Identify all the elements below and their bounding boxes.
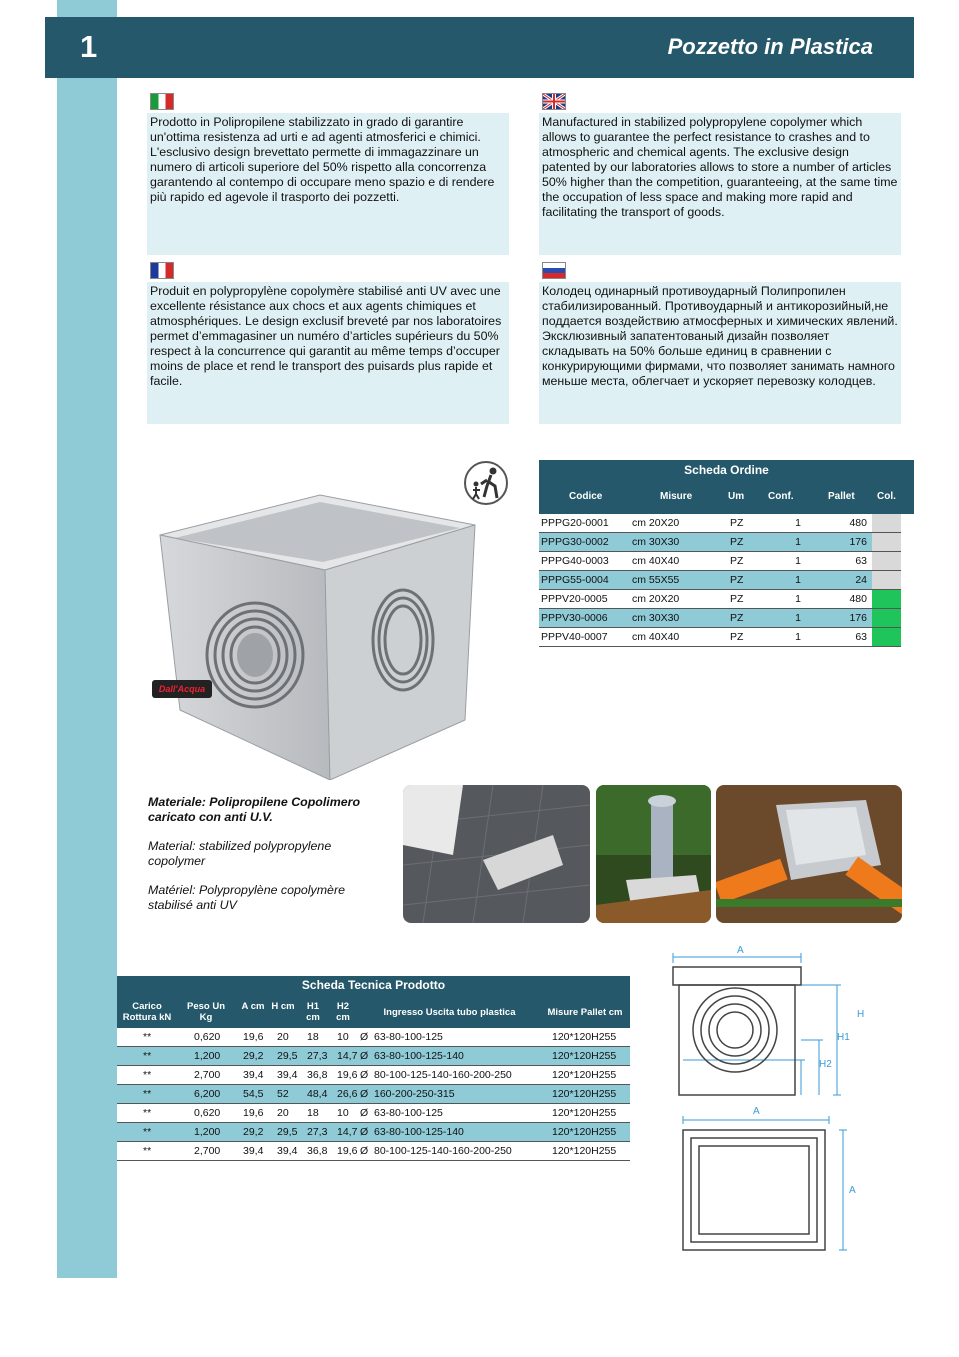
description-french: Produit en polypropylène copolymère stabilisé anti UV avec une excellente résistance aux chocs et aux agents chimiques et atmosphériques. Le design exclusif breveté par nos laboratoires permet d’emmagasiner un numéro d’articles supérieurs du 50% respect à la concurrence qui garantit au même temps d’occuper moins de place et rend le transport des puisards plus rapide et facile. [147, 282, 509, 424]
tech-cell-h1: 48,4 [307, 1088, 328, 1100]
tech-cell-h: 29,5 [277, 1126, 298, 1138]
tech-cell-h1: 36,8 [307, 1069, 328, 1081]
order-cell-conf: 1 [795, 517, 801, 529]
order-cell-um: PZ [730, 593, 744, 605]
materials-text [148, 795, 388, 927]
order-col-pallet: Pallet [828, 491, 855, 502]
tech-cell-weight: 1,200 [194, 1126, 221, 1138]
tech-cell-h2: 10 [337, 1031, 349, 1043]
tech-cell-pallet: 120*120H255 [552, 1126, 617, 1138]
technical-drawing [665, 945, 875, 1265]
order-cell-code: PPPG20-0001 [541, 517, 609, 529]
order-table-header [539, 460, 914, 514]
order-cell-size: cm 40X40 [632, 631, 680, 643]
tech-col-load: Carico Rottura kN [122, 1001, 172, 1023]
tech-cell-load: ** [143, 1069, 152, 1081]
tech-cell-h: 20 [277, 1107, 289, 1119]
order-row [539, 571, 901, 590]
order-col-conf: Conf. [768, 491, 794, 502]
order-cell-code: PPPG55-0004 [541, 574, 609, 586]
order-cell-color-swatch [872, 590, 901, 608]
order-cell-pallet: 24 [855, 574, 867, 586]
tech-row [117, 1047, 630, 1066]
tech-col-h: H cm [271, 1001, 295, 1012]
order-cell-color-swatch [872, 533, 901, 551]
brand-logo: Dall'Acqua [152, 680, 212, 698]
tech-cell-pallet: 120*120H255 [552, 1107, 617, 1119]
order-row [539, 533, 901, 552]
order-col-size: Misure [660, 491, 693, 502]
tech-row [117, 1085, 630, 1104]
order-cell-um: PZ [730, 555, 744, 567]
sidebar-strip [57, 0, 117, 1278]
tech-cell-h2: 26,6 [337, 1088, 358, 1100]
tech-cell-a: 19,6 [243, 1107, 264, 1119]
order-row [539, 590, 901, 609]
tech-cell-h1: 18 [307, 1107, 319, 1119]
tech-cell-h: 39,4 [277, 1145, 298, 1157]
order-row [539, 609, 901, 628]
tech-cell-a: 19,6 [243, 1031, 264, 1043]
tech-cell-h2: 19,6 [337, 1069, 358, 1081]
uk-flag-icon [542, 93, 566, 110]
order-cell-color-swatch [872, 571, 901, 589]
russian-flag-icon [542, 262, 566, 279]
diameter-icon: Ø [360, 1069, 369, 1081]
order-col-color: Col. [877, 491, 896, 502]
tech-cell-weight: 0,620 [194, 1107, 221, 1119]
order-cell-um: PZ [730, 631, 744, 643]
tech-table [117, 976, 630, 1161]
tech-cell-a: 39,4 [243, 1145, 264, 1157]
diameter-icon: Ø [360, 1088, 369, 1100]
tech-row [117, 1028, 630, 1047]
order-cell-code: PPPV20-0005 [541, 593, 608, 605]
tech-cell-weight: 2,700 [194, 1145, 221, 1157]
tech-cell-h1: 18 [307, 1031, 319, 1043]
order-cell-pallet: 176 [849, 612, 867, 624]
tech-cell-pipes: 80-100-125-140-160-200-250 [374, 1145, 512, 1157]
tech-col-pallet: Misure Pallet cm [547, 1007, 623, 1018]
tech-col-h1: H1 cm [306, 1001, 320, 1023]
tech-cell-pallet: 120*120H255 [552, 1069, 617, 1081]
tech-cell-h: 20 [277, 1031, 289, 1043]
order-cell-pallet: 63 [855, 555, 867, 567]
tech-col-a: A cm [241, 1001, 265, 1012]
photo-floor-tiles [403, 785, 590, 923]
tech-row [117, 1104, 630, 1123]
tech-cell-h: 52 [277, 1088, 289, 1100]
drawing-label-h: H [857, 1009, 865, 1020]
tech-table-header [117, 976, 630, 1028]
order-cell-um: PZ [730, 612, 744, 624]
order-cell-conf: 1 [795, 555, 801, 567]
order-cell-size: cm 40X40 [632, 555, 680, 567]
page-number: 1 [80, 29, 98, 64]
order-cell-conf: 1 [795, 593, 801, 605]
tech-cell-h2: 19,6 [337, 1145, 358, 1157]
tech-cell-h2: 14,7 [337, 1126, 358, 1138]
diameter-icon: Ø [360, 1126, 369, 1138]
tech-cell-load: ** [143, 1031, 152, 1043]
order-cell-code: PPPG40-0003 [541, 555, 609, 567]
order-table [539, 460, 914, 647]
tech-cell-h2: 10 [337, 1107, 349, 1119]
tech-cell-pipes: 63-80-100-125 [374, 1031, 443, 1043]
tech-table-title: Scheda Tecnica Prodotto [301, 978, 446, 992]
product-image [155, 480, 485, 780]
french-flag-icon [150, 262, 174, 279]
order-cell-color-swatch [872, 552, 901, 570]
order-cell-size: cm 30X30 [632, 536, 680, 548]
photo-garden-post [596, 785, 711, 923]
tech-cell-weight: 0,620 [194, 1031, 221, 1043]
order-table-title: Scheda Ordine [684, 463, 769, 477]
order-cell-color-swatch [872, 609, 901, 627]
order-cell-size: cm 20X20 [632, 593, 680, 605]
tech-cell-a: 29,2 [243, 1050, 264, 1062]
order-cell-pallet: 176 [849, 536, 867, 548]
order-cell-conf: 1 [795, 574, 801, 586]
tech-cell-load: ** [143, 1126, 152, 1138]
italian-flag-icon [150, 93, 174, 110]
order-row [539, 552, 901, 571]
tech-cell-pipes: 63-80-100-125-140 [374, 1050, 464, 1062]
tech-cell-h: 39,4 [277, 1069, 298, 1081]
order-cell-code: PPPG30-0002 [541, 536, 609, 548]
material-english: Material: stabilized polypropylene copolymer [148, 839, 332, 868]
tech-row [117, 1123, 630, 1142]
order-cell-code: PPPV40-0007 [541, 631, 608, 643]
tech-col-pipes: Ingresso Uscita tubo plastica [383, 1007, 516, 1018]
tech-cell-pipes: 63-80-100-125-140 [374, 1126, 464, 1138]
tech-cell-pallet: 120*120H255 [552, 1031, 617, 1043]
material-french: Matériel: Polypropylène copolymère stabilisé anti UV [148, 883, 345, 912]
page-title: Pozzetto in Plastica [667, 34, 873, 59]
tech-cell-a: 39,4 [243, 1069, 264, 1081]
tech-cell-h1: 27,3 [307, 1050, 328, 1062]
order-row [539, 628, 901, 647]
tech-cell-weight: 6,200 [194, 1088, 221, 1100]
drawing-label-a-side: A [849, 1185, 856, 1196]
description-italian: Prodotto in Polipropilene stabilizzato in grado di garantire un'ottima resistenza ad urti e ad agenti atmosferici e chimici. L'esclusivo design brevettato permette di immagazzinare un numero di articoli superiore del 50% rispetto alla concorrenza garantendo al contempo di occupare meno spazio e di rendere più rapido ed agevole il trasporto dei pozzetti. [147, 113, 509, 255]
order-row [539, 514, 901, 533]
tech-cell-h2: 14,7 [337, 1050, 358, 1062]
material-italian: Materiale: Polipropilene Copolimero caricato con anti U.V. [148, 795, 361, 824]
order-cell-um: PZ [730, 574, 744, 586]
order-cell-size: cm 30X30 [632, 612, 680, 624]
tech-cell-pallet: 120*120H255 [552, 1145, 617, 1157]
tech-cell-a: 29,2 [243, 1126, 264, 1138]
order-cell-um: PZ [730, 517, 744, 529]
order-col-um: Um [728, 491, 745, 502]
tech-cell-load: ** [143, 1088, 152, 1100]
description-russian: Колодец одинарный противоударный Полипропилен стабилизированный. Противоударный и антикорозийный,не поддается воздействию атмосферных и химических явлений. Эксклюзивный запатентованый дизайн позволяет складывать на 50% больше единиц в сравнении с конкурирующими фирмами, что позволяет занимать намного меньше места, облегчает и ускоряет перевозку колодцев. [539, 282, 901, 424]
drawing-label-h2: H2 [819, 1059, 832, 1070]
tech-cell-load: ** [143, 1145, 152, 1157]
drawing-label-h1: H1 [837, 1032, 850, 1043]
order-cell-pallet: 480 [849, 517, 867, 529]
order-cell-color-swatch [872, 628, 901, 646]
diameter-icon: Ø [360, 1145, 369, 1157]
tech-cell-load: ** [143, 1050, 152, 1062]
tech-cell-pipes: 63-80-100-125 [374, 1107, 443, 1119]
order-cell-pallet: 480 [849, 593, 867, 605]
tech-cell-pipes: 160-200-250-315 [374, 1088, 455, 1100]
tech-cell-h1: 27,3 [307, 1126, 328, 1138]
diameter-icon: Ø [360, 1107, 369, 1119]
tech-cell-h1: 36,8 [307, 1145, 328, 1157]
order-cell-color-swatch [872, 514, 901, 532]
tech-cell-pipes: 80-100-125-140-160-200-250 [374, 1069, 512, 1081]
drawing-label-a-mid: A [753, 1106, 760, 1117]
order-cell-conf: 1 [795, 536, 801, 548]
order-cell-conf: 1 [795, 631, 801, 643]
order-col-code: Codice [569, 491, 603, 502]
tech-cell-h: 29,5 [277, 1050, 298, 1062]
tech-col-h2: H2 cm [336, 1001, 350, 1023]
photo-installed-well [716, 785, 902, 923]
tech-row [117, 1142, 630, 1161]
tech-cell-weight: 2,700 [194, 1069, 221, 1081]
drawing-label-a-top: A [737, 945, 744, 956]
order-cell-size: cm 55X55 [632, 574, 680, 586]
order-cell-um: PZ [730, 536, 744, 548]
order-cell-size: cm 20X20 [632, 517, 680, 529]
tech-cell-load: ** [143, 1107, 152, 1119]
tech-cell-a: 54,5 [243, 1088, 264, 1100]
order-cell-pallet: 63 [855, 631, 867, 643]
tech-row [117, 1066, 630, 1085]
tech-cell-pallet: 120*120H255 [552, 1088, 617, 1100]
tech-cell-weight: 1,200 [194, 1050, 221, 1062]
diameter-icon: Ø [360, 1031, 369, 1043]
diameter-icon: Ø [360, 1050, 369, 1062]
order-cell-conf: 1 [795, 612, 801, 624]
tech-cell-pallet: 120*120H255 [552, 1050, 617, 1062]
description-english: Manufactured in stabilized polypropylene copolymer which allows to guarantee the perfect resistance to crashes and to atmospheric and chemical agents. The exclusive design patented by our laboratories allows to store a number of articles 50% higher than the competition, guaranteeing, at the same time the occupation of less space and making more rapid and facilitating the transport of goods. [539, 113, 901, 255]
tech-col-weight: Peso Un Kg [186, 1001, 225, 1023]
order-cell-code: PPPV30-0006 [541, 612, 608, 624]
